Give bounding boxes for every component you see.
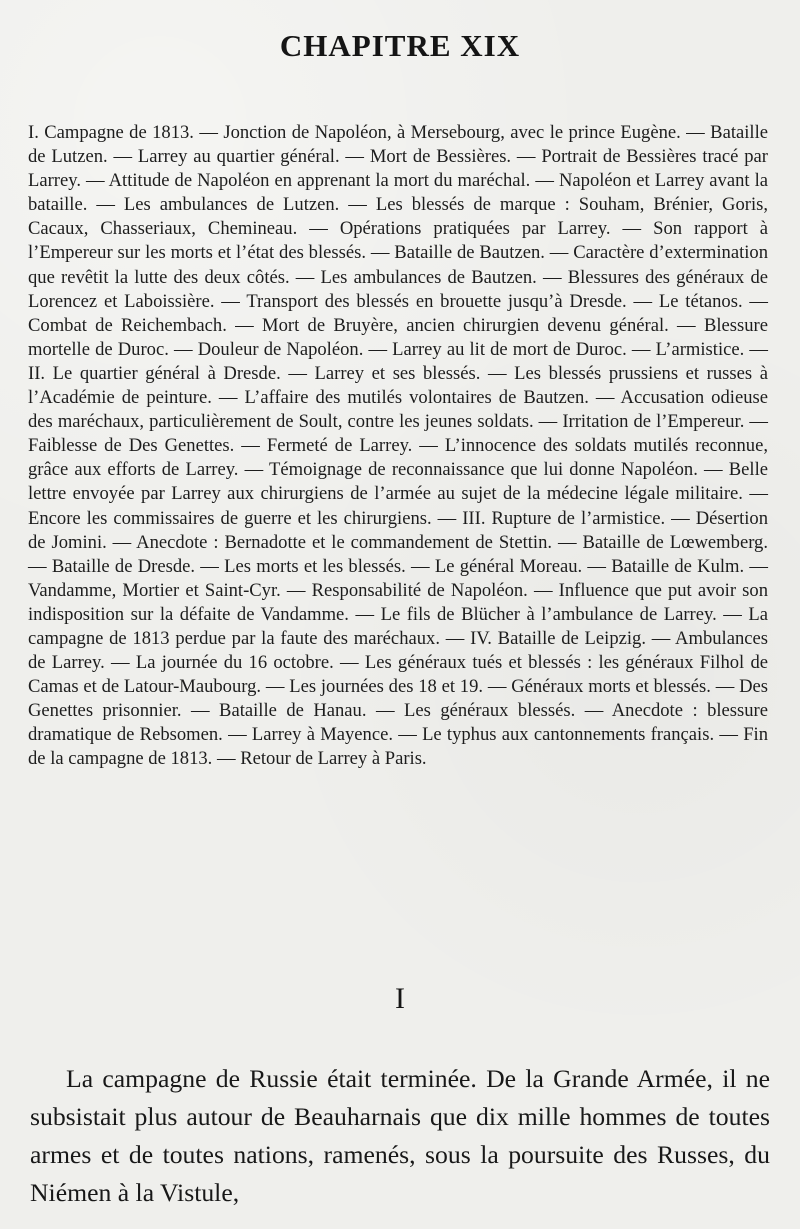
body-paragraph: La campagne de Russie était terminée. De la Grande Armée, il ne subsistait plus autour de Beauharnais que dix mille hommes de toutes armes et de toutes nations, ramenés, sous la poursuite des Russes, du Niémen à la Vistule, bbox=[30, 1064, 770, 1207]
section-body bbox=[30, 1060, 770, 1212]
section-number: I bbox=[395, 982, 405, 1015]
chapter-title: CHAPITRE XIX bbox=[279, 28, 521, 63]
summary-paragraph: I. Campagne de 1813. — Jonction de Napoléon, à Mersebourg, avec le prince Eugène. — Bataille de Lutzen. — Larrey au quartier général. — Mort de Bessières. — Portrait de Bessières tracé par Larrey. — Attitude de Napoléon en apprenant la mort du maréchal. — Napoléon et Larrey avant la bataille. — Les ambulances de Lutzen. — Les blessés de marque : Souham, Brénier, Goris, Cacaux, Chasseriaux, Chemineau. — Opérations pratiquées par Larrey. — Son rapport à l’Empereur sur les morts et l’état des blessés. — Bataille de Bautzen. — Caractère d’extermination que revêtit la lutte des deux côtés. — Les ambulances de Bautzen. — Blessures des généraux de Lorencez et Laboissière. — Transport des blessés en brouette jusqu’à Dresde. — Le tétanos. — Combat de Reichembach. — Mort de Bruyère, ancien chirurgien devenu général. — Blessure mortelle de Duroc. — Douleur de Napoléon. — Larrey au lit de mort de Duroc. — L’armistice. — II. Le quartier général à Dresde. — Larrey et ses blessés. — Les blessés prussiens et russes à l’Académie de peinture. — L’affaire des mutilés volontaires de Bautzen. — Accusation odieuse des maréchaux, particulièrement de Soult, contre les jeunes soldats. — Irritation de l’Empereur. — Faiblesse de Des Genettes. — Fermeté de Larrey. — L’innocence des soldats mutilés reconnue, grâce aux efforts de Larrey. — Témoignage de reconnaissance que lui donne Napoléon. — Belle lettre envoyée par Larrey aux chirurgiens de l’armée au sujet de la médecine légale militaire. — Encore les commissaires de guerre et les chirurgiens. — III. Rupture de l’armistice. — Désertion de Jomini. — Anecdote : Bernadotte et le commandement de Stettin. — Bataille de Lœwemberg. — Bataille de Dresde. — Les morts et les blessés. — Le général Moreau. — Bataille de Kulm. — Vandamme, Mortier et Saint-Cyr. — Responsabilité de Napoléon. — Influence que put avoir son indisposition sur la défaite de Vandamme. — Le fils de Blücher à l’ambulance de Larrey. — La campagne de 1813 perdue par la faute des maréchaux. — IV. Bataille de Leipzig. — Ambulances de Larrey. — La journée du 16 octobre. — Les généraux tués et blessés : les généraux Filhol de Camas et de Latour-Maubourg. — Les journées des 18 et 19. — Généraux morts et blessés. — Des Genettes prisonnier. — Bataille de Hanau. — Les généraux blessés. — Anecdote : blessure dramatique de Rebsomen. — Larrey à Mayence. — Le typhus aux cantonnements français. — Fin de la campagne de 1813. — Retour de Larrey à Paris. bbox=[28, 122, 768, 770]
chapter-summary bbox=[28, 121, 768, 772]
